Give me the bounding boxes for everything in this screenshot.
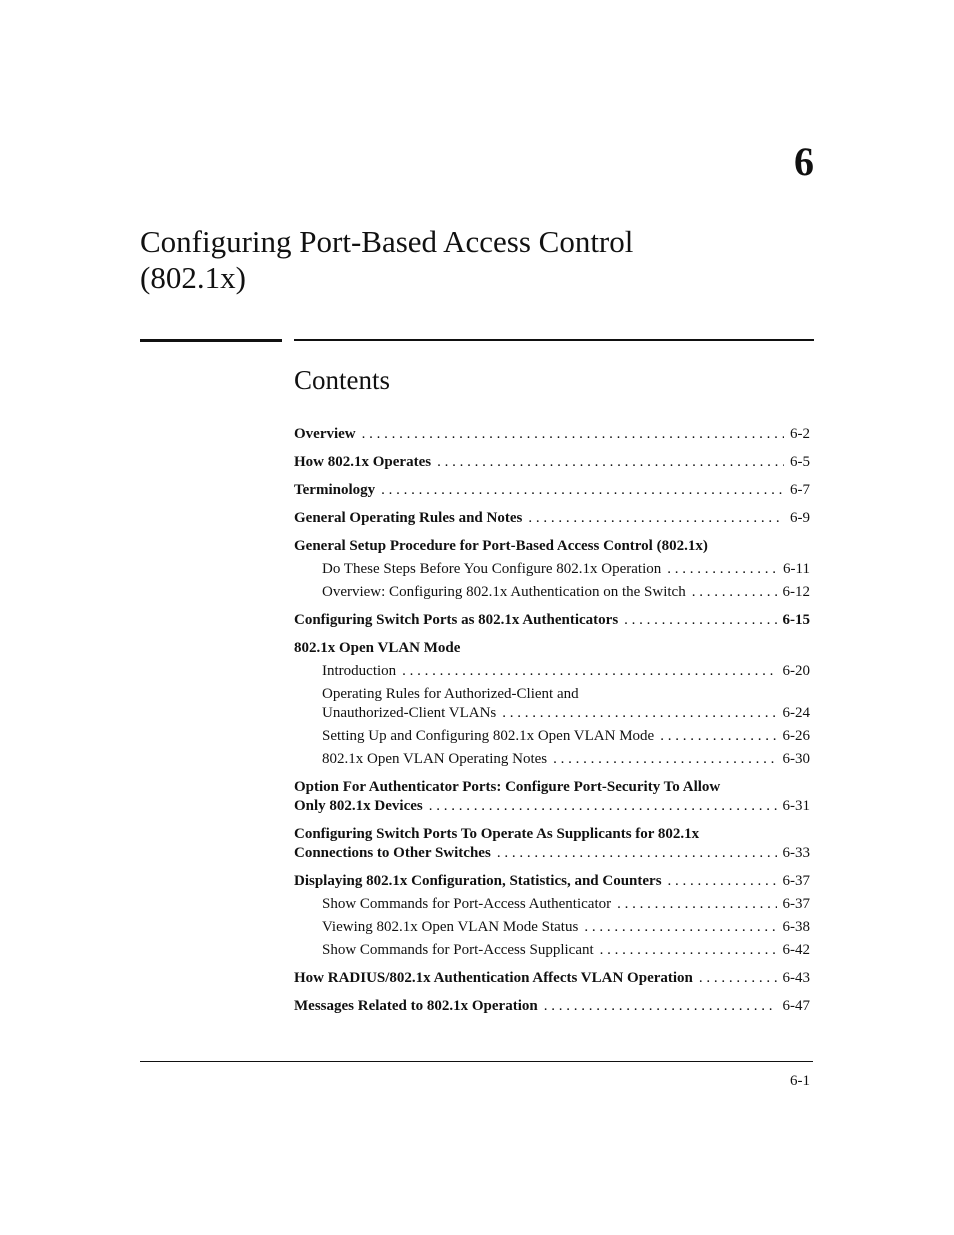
toc-label: How 802.1x Operates [294,454,432,470]
toc-page: 6-37 [782,896,810,912]
toc-page: 6-20 [782,663,810,679]
toc-page: 6-11 [783,561,810,577]
toc-label: Do These Steps Before You Configure 802.1x Operation [322,561,662,577]
toc-subentry-introduction[interactable] [294,662,810,681]
toc-leader [699,969,777,988]
toc-page: 6-31 [782,798,810,814]
toc-page: 6-5 [790,454,810,470]
chapter-title-line1: Configuring Port-Based Access Control [140,224,634,259]
toc-leader [429,797,777,816]
toc-label: Show Commands for Port-Access Supplicant [322,942,594,958]
toc-page: 6-33 [782,845,810,861]
header-rule-left [140,339,282,342]
table-of-contents [294,425,810,1025]
toc-leader [692,583,777,602]
toc-leader [668,872,777,891]
toc-label: Only 802.1x Devices [294,798,423,814]
toc-leader [502,704,776,723]
toc-leader [617,895,776,914]
toc-subentry-show-supplicant[interactable] [294,941,810,960]
toc-subentry-open-vlan-notes[interactable] [294,750,810,769]
toc-leader [437,453,784,472]
toc-label: Messages Related to 802.1x Operation [294,998,538,1014]
chapter-title-line2: (802.1x) [140,260,246,295]
toc-page: 6-37 [782,873,810,889]
toc-label: Configuring Switch Ports as 802.1x Authenticators [294,612,619,628]
toc-leader [660,727,776,746]
toc-label: Overview: Configuring 802.1x Authentication on the Switch [322,584,686,600]
toc-label: Terminology [294,482,376,498]
header-rule-right [294,339,814,341]
toc-subentry-overview-configuring[interactable] [294,583,810,602]
toc-label: Show Commands for Port-Access Authenticator [322,896,612,912]
toc-entry-supplicants[interactable] [294,825,810,863]
toc-subentry-setting-up-open-vlan[interactable] [294,727,810,746]
toc-entry-terminology[interactable] [294,481,810,500]
toc-subentry-viewing-open-vlan-status[interactable] [294,918,810,937]
toc-label: Unauthorized-Client VLANs [322,705,497,721]
toc-page: 6-2 [790,426,810,442]
toc-label: Connections to Other Switches [294,845,491,861]
toc-page: 6-9 [790,510,810,526]
toc-page: 6-30 [782,751,810,767]
toc-leader [667,560,777,579]
toc-leader [402,662,776,681]
toc-page: 6-7 [790,482,810,498]
footer-page-number: 6-1 [790,1073,810,1089]
toc-entry-overview[interactable] [294,425,810,444]
toc-label: General Operating Rules and Notes [294,510,523,526]
toc-leader [553,750,776,769]
toc-leader [584,918,776,937]
toc-label: Introduction [322,663,397,679]
toc-leader [362,425,784,444]
toc-entry-authenticators[interactable] [294,611,810,630]
contents-heading: Contents [294,365,391,395]
footer-rule [140,1061,813,1062]
toc-entry-messages[interactable] [294,997,810,1016]
toc-page: 6-26 [782,728,810,744]
toc-page: 6-42 [782,942,810,958]
toc-entry-option-authenticator[interactable] [294,778,810,816]
toc-page: 6-38 [782,919,810,935]
toc-entry-displaying[interactable] [294,872,810,891]
toc-label: 802.1x Open VLAN Operating Notes [322,751,548,767]
toc-subentry-show-authenticator[interactable] [294,895,810,914]
toc-label-line1: Operating Rules for Authorized-Client and [322,686,579,702]
toc-label-line1: Option For Authenticator Ports: Configure Port-Security To Allow [294,779,721,795]
toc-page: 6-24 [782,705,810,721]
toc-label: Viewing 802.1x Open VLAN Mode Status [322,919,579,935]
toc-leader [544,997,777,1016]
toc-label: Overview [294,426,356,442]
chapter-number: 6 [794,139,814,184]
toc-leader [528,509,784,528]
toc-label: Displaying 802.1x Configuration, Statistics, and Counters [294,873,662,889]
toc-entry-general-rules[interactable] [294,509,810,528]
chapter-title [140,224,820,296]
toc-page: 6-43 [782,970,810,986]
toc-entry-how-operates[interactable] [294,453,810,472]
toc-label-line1: Configuring Switch Ports To Operate As Supplicants for 802.1x [294,826,700,842]
toc-subentry-before-you-configure[interactable] [294,560,810,579]
toc-leader [381,481,784,500]
toc-label: How RADIUS/802.1x Authentication Affects VLAN Operation [294,970,693,986]
toc-page: 6-47 [782,998,810,1014]
toc-entry-setup-procedure[interactable]: General Setup Procedure for Port-Based Access Control (802.1x) [294,538,708,554]
toc-leader [624,611,776,630]
toc-entry-radius-vlan[interactable] [294,969,810,988]
toc-page: 6-12 [782,584,810,600]
toc-label: Setting Up and Configuring 802.1x Open VLAN Mode [322,728,655,744]
toc-leader [497,844,777,863]
toc-subentry-operating-rules[interactable] [294,685,810,723]
toc-page: 6-15 [782,612,810,628]
toc-entry-open-vlan[interactable]: 802.1x Open VLAN Mode [294,640,461,656]
toc-leader [600,941,777,960]
